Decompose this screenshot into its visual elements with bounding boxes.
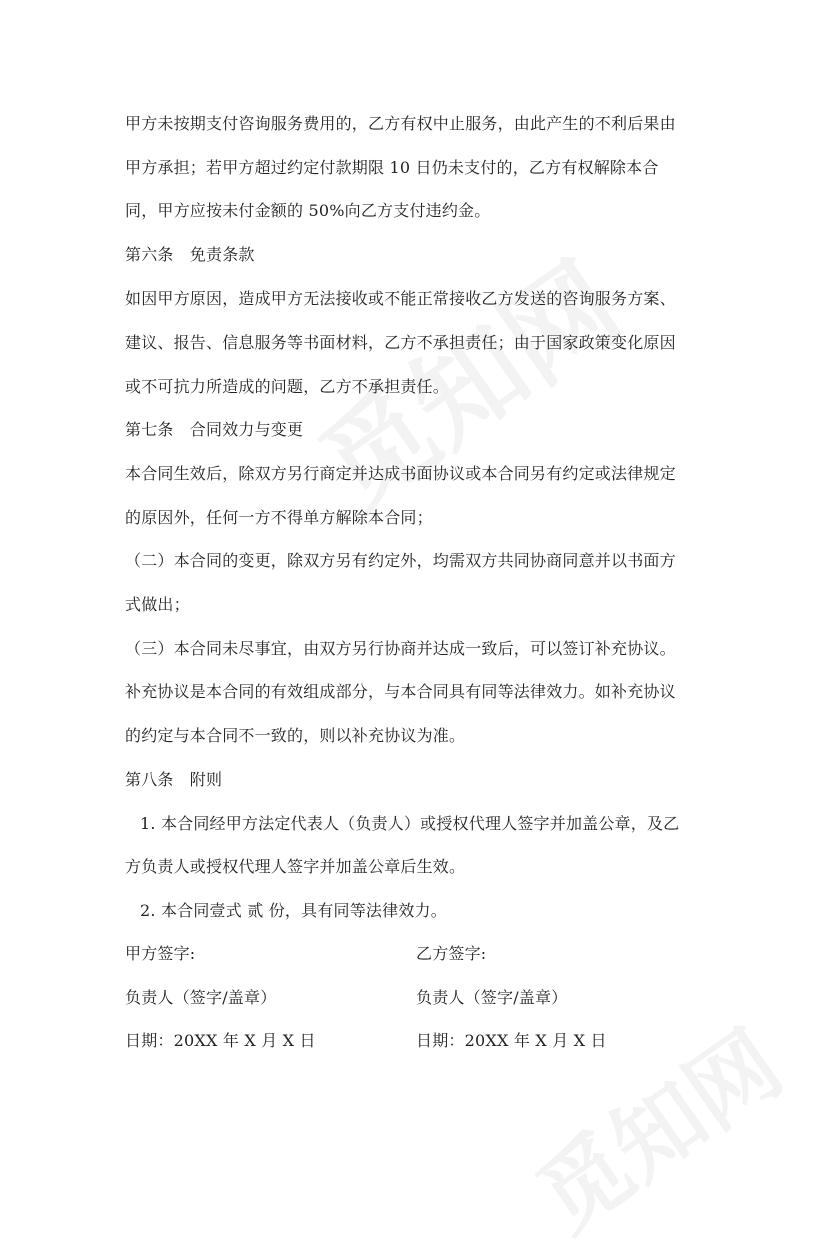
paragraph-line: 式做出； <box>125 595 190 614</box>
list-item-continuation: 方负责人或授权代理人签字并加盖公章后生效。 <box>125 857 466 876</box>
paragraph-line: 的原因外，任何一方不得单方解除本合同； <box>125 508 433 527</box>
paragraph-line: （二）本合同的变更，除双方另有约定外，均需双方共同协商同意并以书面方 <box>125 551 676 570</box>
party-a-signature-label: 甲方签字: <box>125 944 196 963</box>
party-b-responsible-person: 负责人（签字/盖章） <box>416 988 568 1007</box>
list-item: 2. 本合同壹式 贰 份，具有同等法律效力。 <box>140 901 447 920</box>
paragraph-line: 如因甲方原因，造成甲方无法接收或不能正常接收乙方发送的咨询服务方案、 <box>125 289 676 308</box>
paragraph-line: 补充协议是本合同的有效组成部分，与本合同具有同等法律效力。如补充协议 <box>125 682 676 701</box>
paragraph-line: 甲方未按期支付咨询服务费用的，乙方有权中止服务，由此产生的不利后果由 <box>125 114 676 133</box>
article-8-heading: 第八条 附则 <box>125 770 223 789</box>
paragraph-line: 同，甲方应按未付金额的 50%向乙方支付违约金。 <box>125 201 491 220</box>
paragraph-line: 本合同生效后，除双方另行商定并达成书面协议或本合同另有约定或法律规定 <box>125 464 676 483</box>
party-a-date: 日期：20XX 年 X 月 X 日 <box>125 1031 316 1050</box>
paragraph-line: （三）本合同未尽事宜，由双方另行协商并达成一致后，可以签订补充协议。 <box>125 639 676 658</box>
paragraph-line: 或不可抗力所造成的问题，乙方不承担责任。 <box>125 377 450 396</box>
list-item: 1. 本合同经甲方法定代表人（负责人）或授权代理人签字并加盖公章，及乙 <box>140 814 680 833</box>
party-b-date: 日期：20XX 年 X 月 X 日 <box>416 1031 607 1050</box>
paragraph-line: 建议、报告、信息服务等书面材料，乙方不承担责任；由于国家政策变化原因 <box>125 333 676 352</box>
paragraph-line: 的约定与本合同不一致的，则以补充协议为准。 <box>125 726 466 745</box>
paragraph-line: 甲方承担；若甲方超过约定付款期限 10 日仍未支付的，乙方有权解除本合 <box>125 158 659 177</box>
article-6-heading: 第六条 免责条款 <box>125 245 255 264</box>
party-b-signature-label: 乙方签字: <box>416 944 487 963</box>
party-a-responsible-person: 负责人（签字/盖章） <box>125 988 277 1007</box>
article-7-heading: 第七条 合同效力与变更 <box>125 420 304 439</box>
